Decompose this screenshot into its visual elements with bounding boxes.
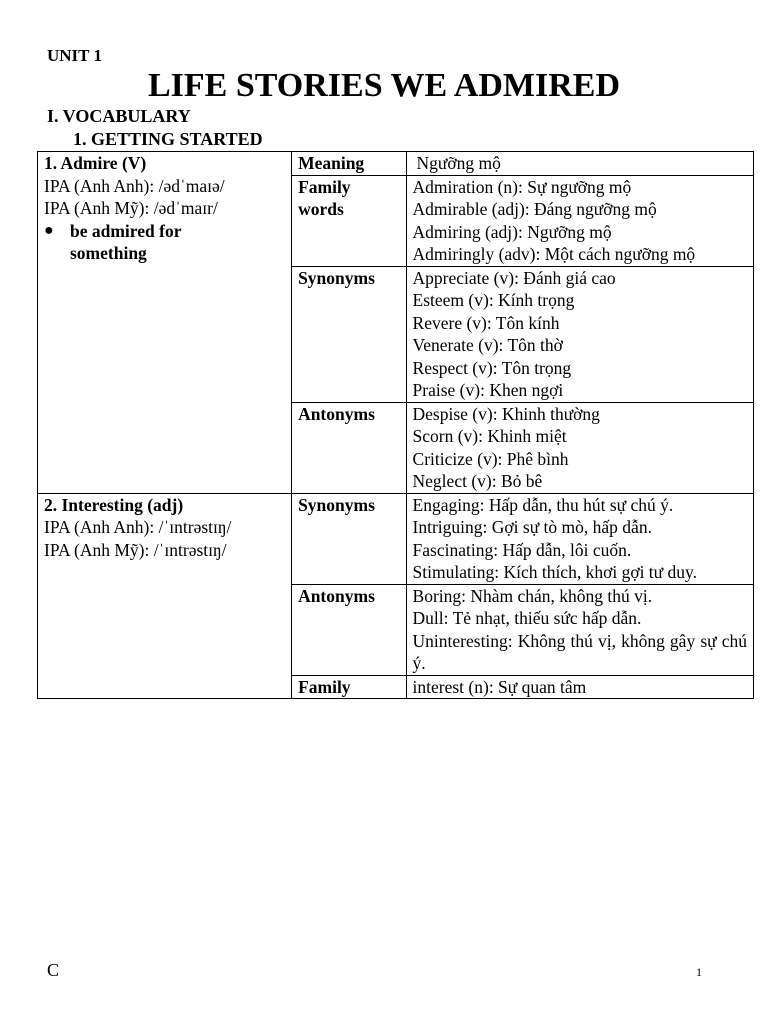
usage-text: something bbox=[70, 243, 147, 263]
list-item: interest (n): Sự quan tâm bbox=[412, 676, 587, 697]
ipa-uk: IPA (Anh Anh): /ədˈmaɪə/ bbox=[44, 175, 225, 196]
list-item: Intriguing: Gợi sự tò mò, hấp dẫn. bbox=[412, 517, 652, 537]
subsection-heading: 1. GETTING STARTED bbox=[73, 129, 263, 149]
list-item: Neglect (v): Bỏ bê bbox=[412, 471, 543, 491]
list-item: Fascinating: Hấp dẫn, lôi cuốn. bbox=[412, 539, 632, 560]
antonyms-label: Antonyms bbox=[292, 584, 406, 675]
page-title: LIFE STORIES WE ADMIRED bbox=[147, 67, 621, 104]
synonyms-label: Synonyms bbox=[292, 493, 406, 584]
meaning-label: Meaning bbox=[292, 152, 406, 176]
antonyms-label: Antonyms bbox=[292, 402, 406, 493]
meaning-value: Ngưỡng mộ bbox=[406, 152, 753, 176]
vocabulary-table bbox=[37, 151, 754, 699]
synonyms-list bbox=[406, 266, 753, 402]
table-row bbox=[38, 493, 754, 584]
unit-label: UNIT 1 bbox=[47, 46, 102, 65]
list-item: Admiring (adj): Ngưỡng mộ bbox=[412, 221, 612, 242]
footer-left-text: C bbox=[47, 960, 60, 980]
list-item: Admiringly (adv): Một cách ngưỡng mộ bbox=[412, 244, 696, 264]
usage-bullet bbox=[44, 220, 285, 265]
table-row bbox=[38, 152, 754, 176]
ipa-us: IPA (Anh Mỹ): /ədˈmaɪr/ bbox=[44, 198, 218, 218]
usage-text: be admired for bbox=[70, 220, 182, 241]
family-list bbox=[406, 675, 753, 699]
headword-cell bbox=[38, 152, 292, 494]
antonyms-list bbox=[406, 402, 753, 493]
list-item: Stimulating: Kích thích, khơi gợi tư duy. bbox=[412, 562, 698, 582]
headword: 1. Admire (V) bbox=[44, 153, 147, 173]
headword-cell bbox=[38, 493, 292, 699]
list-item: Admirable (adj): Đáng ngưỡng mộ bbox=[412, 199, 657, 219]
list-item: Criticize (v): Phê bình bbox=[412, 448, 569, 469]
list-item: Engaging: Hấp dẫn, thu hút sự chú ý. bbox=[412, 494, 674, 515]
list-item: Despise (v): Khinh thường bbox=[412, 403, 600, 424]
page-number: 1 bbox=[696, 965, 702, 979]
list-item: Boring: Nhàm chán, không thú vị. bbox=[412, 585, 653, 606]
family-list bbox=[406, 175, 753, 266]
antonyms-list bbox=[406, 584, 753, 675]
ipa-uk: IPA (Anh Anh): /ˈɪntrəstɪŋ/ bbox=[44, 517, 232, 537]
list-item: Scorn (v): Khinh miệt bbox=[412, 426, 567, 446]
list-item: Esteem (v): Kính trọng bbox=[412, 290, 575, 310]
list-item: Appreciate (v): Đánh giá cao bbox=[412, 267, 616, 288]
bullet-icon: ● bbox=[44, 221, 54, 239]
list-item: Venerate (v): Tôn thờ bbox=[412, 335, 563, 355]
family-label: Family words bbox=[292, 175, 406, 266]
list-item: Respect (v): Tôn trọng bbox=[412, 357, 572, 378]
section-heading: I. VOCABULARY bbox=[47, 106, 191, 126]
list-item: Praise (v): Khen ngợi bbox=[412, 380, 564, 400]
list-item: Admiration (n): Sự ngưỡng mộ bbox=[412, 176, 632, 197]
synonyms-label: Synonyms bbox=[292, 266, 406, 402]
synonyms-list bbox=[406, 493, 753, 584]
list-item: Dull: Tẻ nhạt, thiếu sức hấp dẫn. bbox=[412, 608, 642, 628]
list-item: Revere (v): Tôn kính bbox=[412, 312, 560, 333]
family-label: Family bbox=[292, 675, 406, 699]
list-item: Uninteresting: Không thú vị, không gây sự chú ý. bbox=[412, 630, 747, 673]
ipa-us: IPA (Anh Mỹ): /ˈɪntrəstɪŋ/ bbox=[44, 539, 227, 560]
headword: 2. Interesting (adj) bbox=[44, 494, 184, 515]
